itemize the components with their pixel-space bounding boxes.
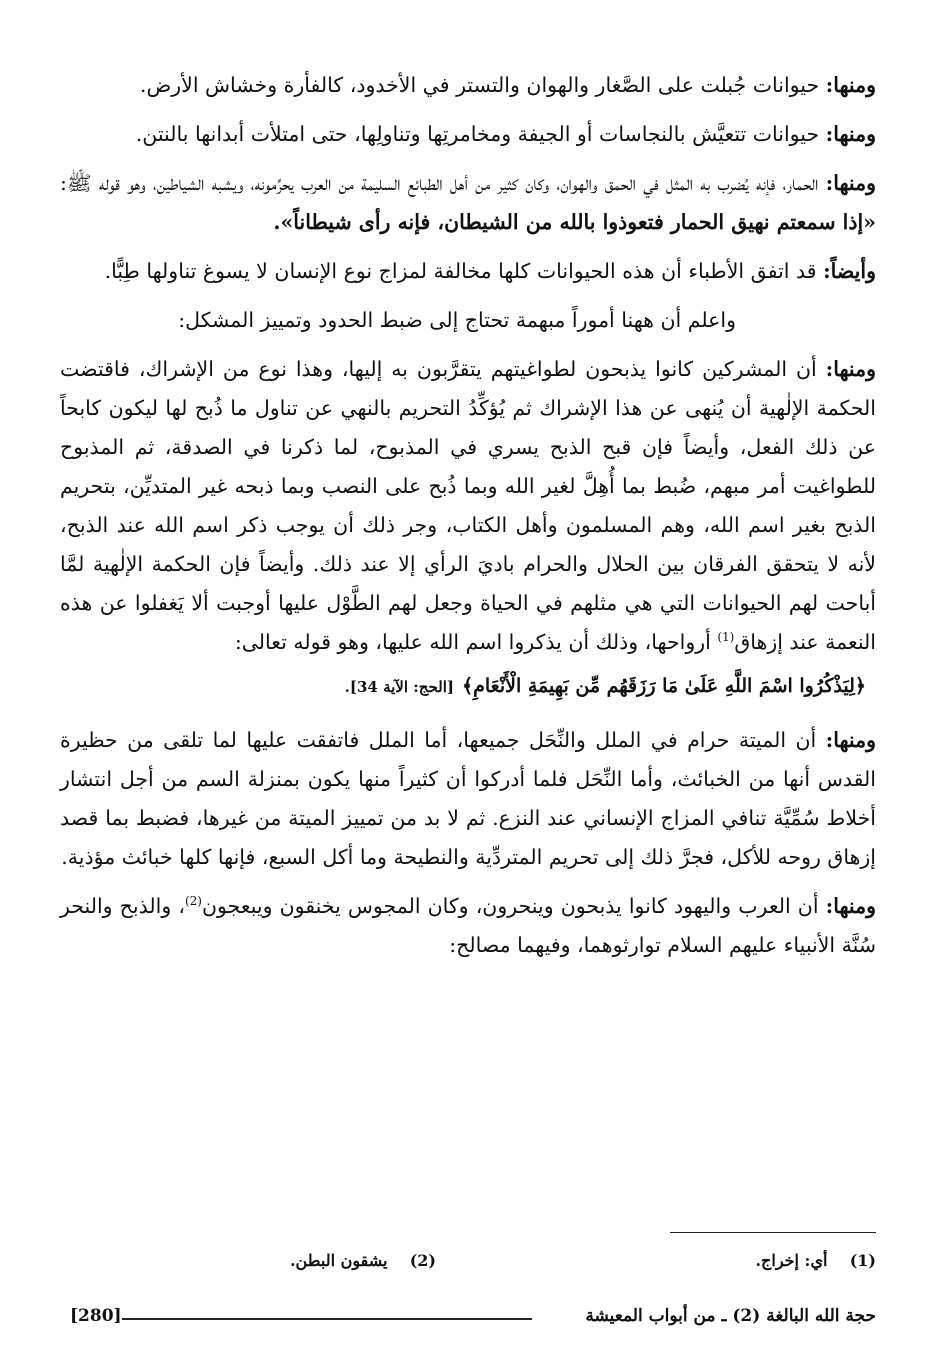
paragraph-text: حيوانات تتعيَّش بالنجاسات أو الجيفة ومخامرتِها وتناولِها، حتى امتلأت أبدانها بالنتن.	[135, 122, 826, 146]
footer-divider	[122, 1318, 532, 1320]
hadith-quote: «إذا سمعتم نهيق الحمار فتعوذوا بالله من الشيطان، فإنه رأى شيطاناً».	[273, 210, 876, 234]
paragraph-text: أن المشركين كانوا يذبحون لطواغيتهم يتقرَّبون به إليها، وهذا نوع من الإشراك، فاقتضت الحكمة الإلٰهية أن يُنهى عن هذا الإشراك ثم يُؤكِّدُ التحريم بالنهي عن تناول ما ذُبح لها ليكون كابحاً عن ذلك الفعل، وأيضاً فإن قبح الذبح يسري في المذبوح، لما ذكرنا في الصدقة، ثم المذبوح للطواغيت أمر مبهم، ضُبط بما أُهِلَّ لغير الله وبما ذُبح على النصب وبما ذبحه غير المتديِّن، بتحريم الذبح بغير اسم الله، وهم المسلمون وأهل الكتاب، وجر ذلك أن يوجب ذكر اسم الله عند الذبح، لأنه لا يتحقق الفرقان بين الحلال والحرام باديَ الرأي إلا عند ذلك. وأيضاً فإن الحكمة الإلٰهية لمَّا أباحت لهم الحيوانات التي هي مثلهم في الحياة وجعل لهم الطَّوْل عليها أوجبت ألا يَغفلوا عن هذه النعمة عند إزهاق	[60, 357, 876, 654]
paragraph-lead: ومنها:	[825, 894, 877, 918]
paragraph-text: ، والذبح والنحر سُنَّة الأنبياء عليهم السلام توارثوهما، وفيهما مصالح:	[60, 894, 876, 957]
page-footer	[70, 1306, 876, 1336]
paragraph-lead: ومنها:	[825, 122, 876, 146]
page-number: [280]	[70, 1306, 122, 1326]
verse-text: ﴿لِيَذْكُرُوا اسْمَ اللَّهِ عَلَىٰ مَا رَزَقَهُم مِّن بَهِيمَةِ الْأَنْعَامِ﴾	[461, 675, 866, 697]
paragraph-lead: وأيضاً:	[823, 259, 876, 283]
paragraph-text: أن العرب واليهود كانوا يذبحون وينحرون، وكان المجوس يخنقون ويبعجون	[201, 894, 826, 918]
paragraph	[60, 66, 876, 105]
paragraph	[60, 887, 876, 965]
paragraph	[60, 721, 876, 877]
footnote	[290, 1248, 436, 1274]
paragraph-text: أرواحها، وذلك أن يذكروا اسم الله عليها، وهو قوله تعالى:	[234, 630, 718, 654]
paragraph	[60, 115, 876, 154]
paragraph	[60, 301, 876, 340]
page-body	[60, 66, 876, 975]
paragraph-text: حيوانات جُبلت على الصَّغار والهوان والتستر في الأخدود، كالفأرة وخشاش الأرض.	[139, 73, 826, 97]
paragraph-text: واعلم أن ههنا أموراً مبهمة تحتاج إلى ضبط الحدود وتمييز المشكل:	[178, 308, 736, 332]
paragraph	[60, 252, 876, 291]
running-title: حجة الله البالغة (2) ـ من أبواب المعيشة	[585, 1306, 876, 1326]
paragraph-lead: ومنها:	[825, 357, 876, 381]
verse-reference: [الحج: الآية 34].	[344, 678, 454, 696]
quran-verse	[60, 666, 866, 707]
paragraph-lead: ومنها:	[825, 728, 876, 752]
footnote-number: (1)	[849, 1251, 876, 1270]
paragraph-text: أن الميتة حرام في الملل والنِّحَل جميعها، أما الملل فاتفقت عليها لما تلقى من حظيرة القدس أنها من الخبائث، وأما النِّحَل فلما أدركوا أن كثيراً منها يكون بمنزلة السم من أجل انتشار أخلاط سُمِّيَّة تنافي المزاج الإنساني عند النزع. ثم لا بد من تمييز الميتة من غيرها، فضبط بما قصد إزهاق روحه للأكل، فجرَّ ذلك إلى تحريم المتردِّية والنطيحة وما أكل السبع، فإنها كلها خبائث مؤذية.	[60, 728, 876, 869]
footnote-number: (2)	[409, 1251, 436, 1270]
paragraph	[60, 350, 876, 662]
paragraph-lead: ومنها:	[825, 73, 876, 97]
footnote-ref[interactable]: (1)	[717, 630, 735, 645]
paragraph-text: الحمار، فإنه يُضرب به المثل في الحمق والهوان، وكان كثير من أهل الطبائع السليمة من العرب يحرِّمونه، ويشبه الشياطين، وهو قوله ﷺ:	[60, 171, 826, 195]
paragraph-text: قد اتفق الأطباء أن هذه الحيوانات كلها مخالفة لمزاج نوع الإنسان لا يسوغ تناولها طِبًّا.	[104, 259, 824, 283]
footnote	[755, 1248, 876, 1274]
footnote-divider	[670, 1232, 876, 1233]
footnote-ref[interactable]: (2)	[184, 894, 202, 909]
paragraph	[60, 164, 876, 242]
footnote-text: أي: إخراج.	[755, 1251, 828, 1270]
paragraph-lead: ومنها:	[825, 171, 876, 195]
footnote-text: يشقون البطن.	[289, 1251, 388, 1270]
